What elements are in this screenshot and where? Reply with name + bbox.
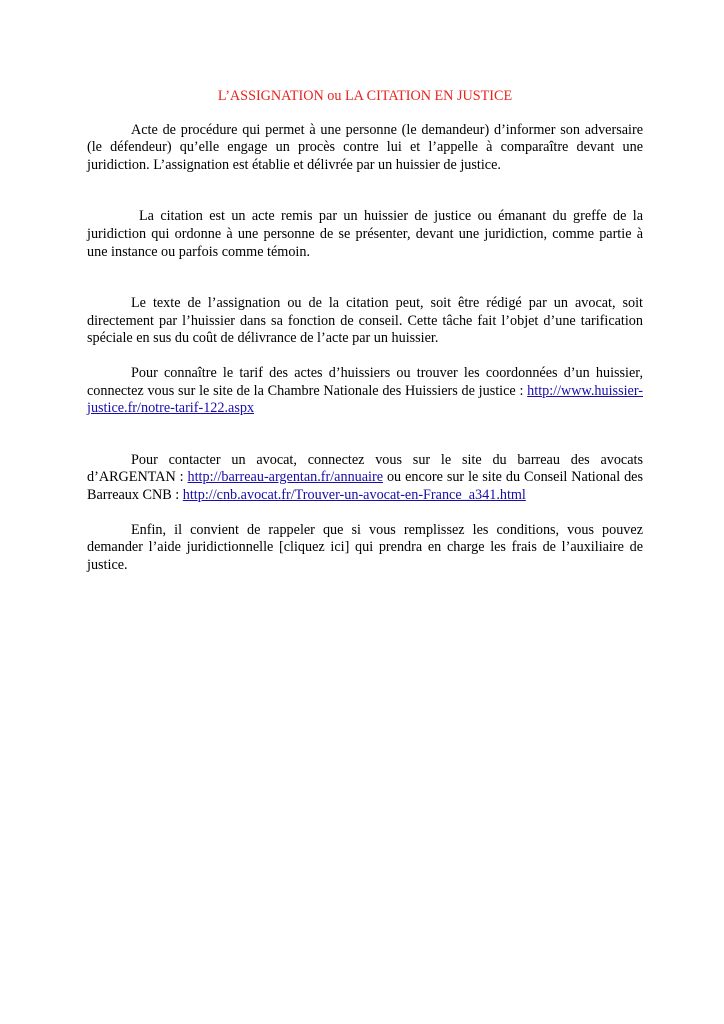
huissier-tarif-link[interactable]: http://www.huissier-justice.fr/notre-tarif-122.aspx [87, 382, 643, 417]
paragraph-tarif-text: Pour connaître le tarif des actes d’huissiers ou trouver les coordonnées d’un huissier, connectez vous sur le site de la Chambre Nationale des Huissiers de justice : [87, 364, 643, 399]
paragraph-assignation-definition: Acte de procédure qui permet à une personne (le demandeur) d’informer son adversaire (le défendeur) qu’elle engage un procès contre lui et l’appelle à comparaître devant une juridiction. L’assignation est établie et délivrée par un huissier de justice. [87, 121, 643, 173]
barreau-argentan-link[interactable]: http://barreau-argentan.fr/annuaire [187, 469, 384, 486]
document-content [87, 88, 643, 574]
paragraph-tarif-huissiers [87, 365, 643, 418]
paragraph-contact-text-a: Pour contacter un avocat, connectez vous sur le site du barreau des avocats d’ARGENTAN : [87, 451, 643, 486]
paragraph-aide-juridictionnelle: Enfin, il convient de rappeler que si vous remplissez les conditions, vous pouvez demander l’aide juridictionnelle [cliquez ici] qui prendra en charge les frais de l’auxiliaire de justice. [87, 521, 643, 573]
paragraph-contact-avocat [87, 452, 643, 505]
paragraph-citation-definition: La citation est un acte remis par un huissier de justice ou émanant du greffe de la juridiction qui ordonne à une personne de se présenter, devant une juridiction, comme partie à une instance ou parfois comme témoin. [87, 208, 643, 260]
spacer [87, 174, 643, 208]
spacer [87, 348, 643, 365]
paragraph-contact-text-b: ou encore sur le site du Conseil National des Barreaux CNB : [87, 469, 643, 503]
document-title: L’ASSIGNATION ou LA CITATION EN JUSTICE [217, 88, 513, 104]
spacer [87, 261, 643, 295]
cnb-avocat-link[interactable]: http://cnb.avocat.fr/Trouver-un-avocat-en-France_a341.html [182, 486, 526, 503]
spacer [87, 418, 643, 452]
paragraph-redaction: Le texte de l’assignation ou de la citation peut, soit être rédigé par un avocat, soit directement par l’huissier dans sa fonction de conseil. Cette tâche fait l’objet d’une tarification spéciale en sus du coût de délivrance de l’acte par un huissier. [87, 295, 643, 347]
spacer [87, 505, 643, 522]
